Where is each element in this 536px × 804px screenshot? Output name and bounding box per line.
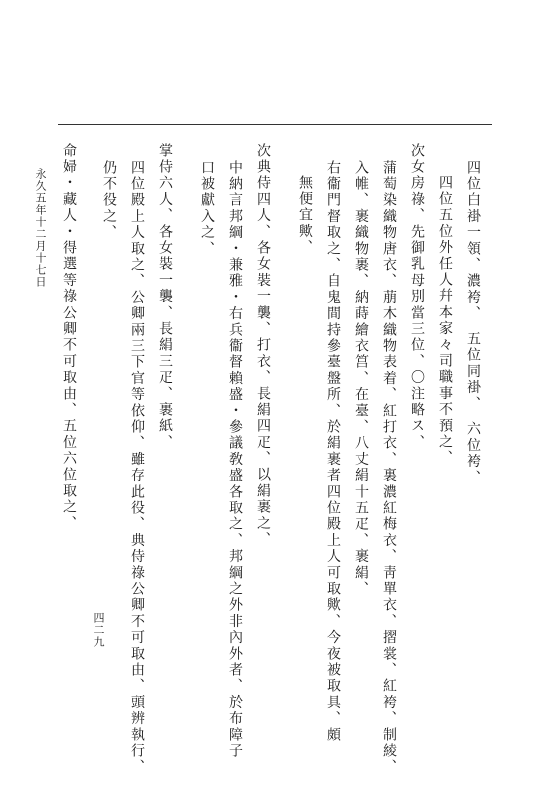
text-column-12: 四位殿上人取之、公卿兩三下官等依仰、雖存此役、典侍祿公卿不可取由、頭辨執行、 xyxy=(129,160,145,776)
text-column-10: 口被獻入之、 xyxy=(199,160,215,258)
text-column-5: 入帷、裹織物裹、納蒔繪衣筥、在臺、八丈絹十五疋、裹絹、 xyxy=(353,160,369,598)
text-column-6: 右衞門督取之、自鬼間持參臺盤所、於絹裹者四位殿上人可取歟、今夜被取具、頗 xyxy=(325,160,341,744)
text-column-9: 中納言邦綱・兼雅・右兵衞督賴盛・參議敎盛各取之、邦綱之外非內外者、於布障子 xyxy=(227,160,243,760)
text-column-1: 四位白褂一領、濃袴、 五位同褂、 六位袴、 xyxy=(465,160,481,487)
text-column-7: 無便宜歟、 xyxy=(297,175,313,256)
date-line: 永久五年十二月十七日 xyxy=(34,168,47,288)
text-column-8: 次典侍四人、各女裝一襲、打衣、長絹四疋、以絹裹之、 xyxy=(255,143,271,548)
header-rule xyxy=(58,124,492,125)
text-column-13: 仍不役之、 xyxy=(101,160,117,241)
page-number: 四二九 xyxy=(92,612,105,648)
text-column-14: 命婦・藏人・得選等祿公卿不可取由、五位六位取之、 xyxy=(61,143,77,532)
text-column-3: 次女房祿、先御乳母別當三位、〇注略ス、 xyxy=(409,143,425,451)
text-column-11: 掌侍六人、各女裝一襲、長絹三疋、裹紙、 xyxy=(157,143,173,451)
text-column-4: 蒲萄染織物唐衣、萠木織物表着、紅打衣、裏濃紅梅衣、靑單衣、摺裳、紅袴、制綾、 xyxy=(381,160,397,776)
text-column-2: 四位五位外任人幷本家々司職事不預之、 xyxy=(437,175,453,467)
